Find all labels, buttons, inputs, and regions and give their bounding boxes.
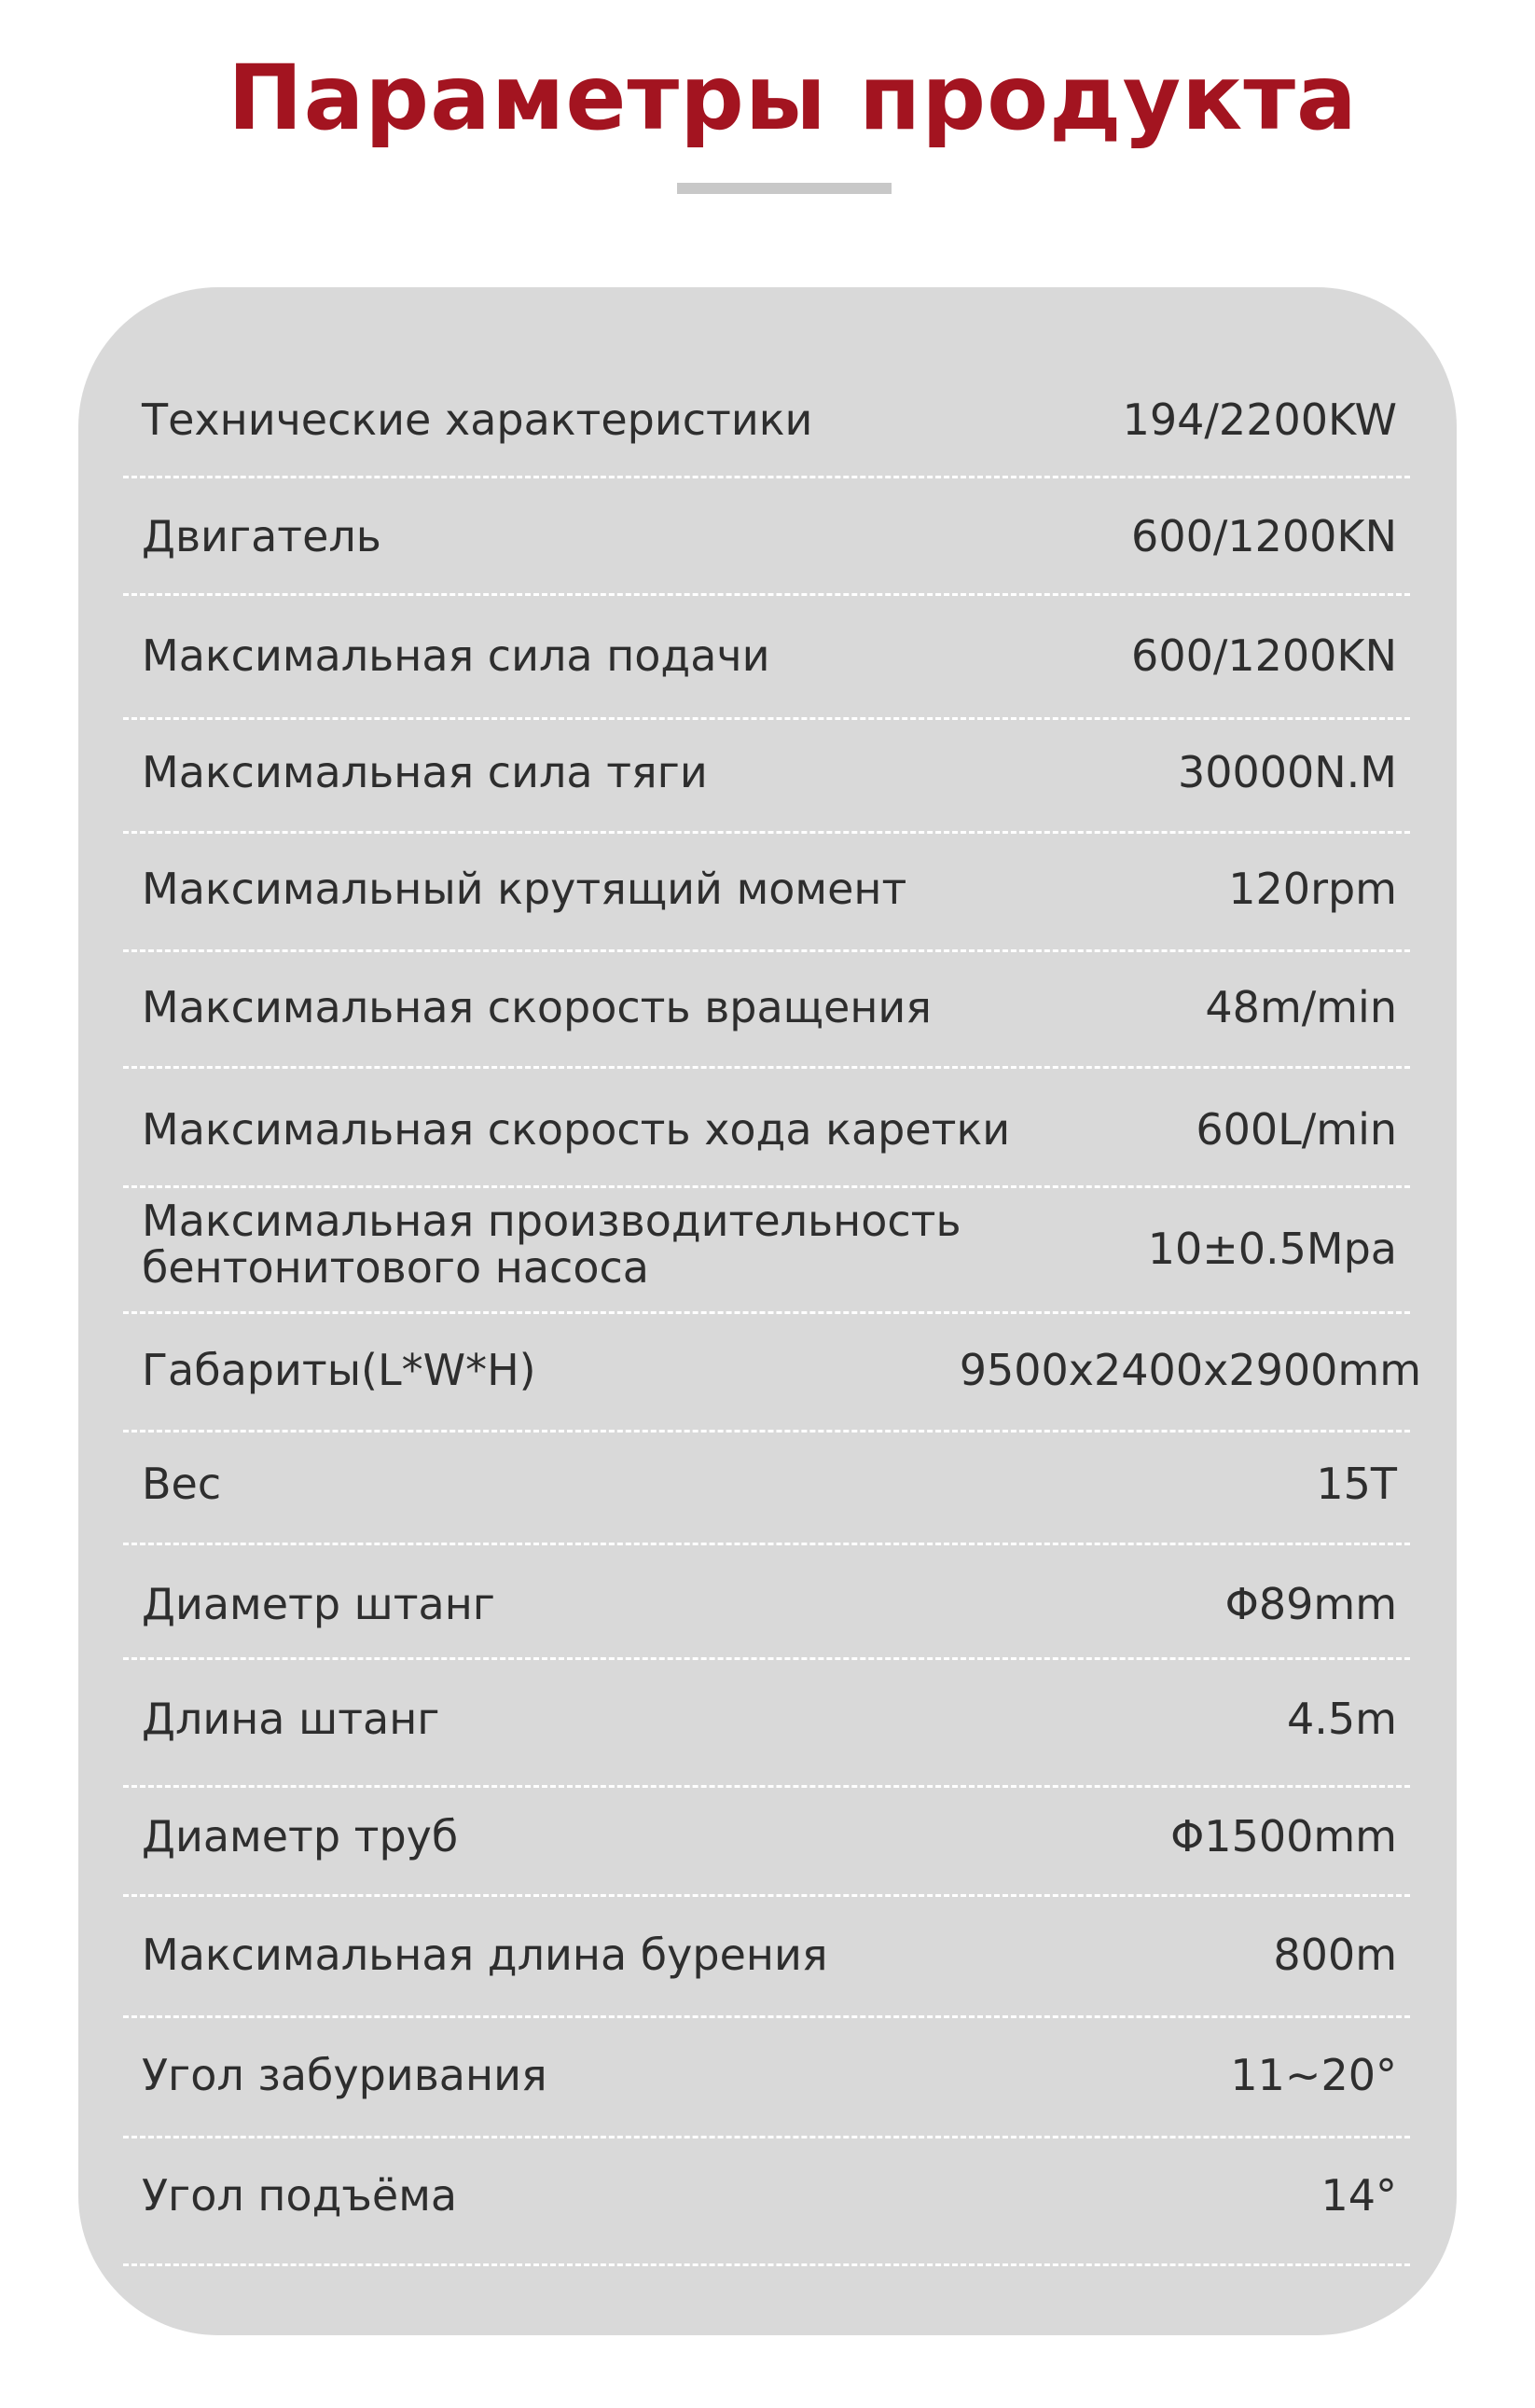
spec-label-tech-characteristics: Технические характеристики	[142, 394, 813, 445]
row-divider	[123, 717, 1410, 720]
spec-value-entry-angle: 11~20°	[1230, 2050, 1397, 2100]
spec-label-pump-capacity: Максимальная производительность бентонитового насоса	[142, 1196, 961, 1293]
spec-value-max-torque: 120rpm	[1228, 864, 1397, 914]
row-divider	[123, 1185, 1410, 1188]
spec-label-pull-force: Максимальная сила тяги	[142, 747, 708, 797]
row-divider	[123, 1543, 1410, 1545]
row-divider	[123, 1785, 1410, 1788]
spec-value-pipe-diameter: Φ1500mm	[1170, 1811, 1397, 1861]
spec-value-lift-angle: 14°	[1321, 2170, 1397, 2221]
spec-value-drilling-length: 800m	[1273, 1930, 1397, 1980]
spec-label-entry-angle: Угол забуривания	[142, 2050, 547, 2100]
row-divider	[123, 1430, 1410, 1432]
spec-label-dimensions: Габариты(L*W*H)	[142, 1345, 536, 1395]
spec-value-rod-length: 4.5m	[1287, 1694, 1397, 1744]
spec-card	[78, 287, 1457, 2335]
spec-label-lift-angle: Угол подъёма	[142, 2170, 458, 2221]
spec-label-feed-force: Максимальная сила подачи	[142, 630, 770, 681]
spec-label-weight: Вес	[142, 1459, 222, 1509]
spec-value-pump-capacity: 10±0.5Mpa	[1147, 1224, 1397, 1274]
spec-value-rod-diameter: Φ89mm	[1224, 1579, 1397, 1629]
row-divider	[123, 949, 1410, 952]
spec-label-carriage-speed: Максимальная скорость хода каретки	[142, 1104, 1011, 1155]
spec-value-carriage-speed: 600L/min	[1196, 1104, 1397, 1155]
spec-value-tech-characteristics: 194/2200KW	[1122, 394, 1397, 445]
spec-label-drilling-length: Максимальная длина бурения	[142, 1930, 828, 1980]
row-divider	[123, 1894, 1410, 1897]
row-divider	[123, 2263, 1410, 2266]
row-divider	[123, 2136, 1410, 2138]
row-divider	[123, 593, 1410, 596]
spec-value-rotation-speed: 48m/min	[1205, 982, 1397, 1032]
row-divider	[123, 476, 1410, 478]
row-divider	[123, 831, 1410, 834]
row-divider	[123, 2015, 1410, 2018]
spec-value-engine: 600/1200KN	[1131, 511, 1397, 561]
spec-value-dimensions: 9500x2400x2900mm	[959, 1345, 1421, 1395]
spec-value-feed-force: 600/1200KN	[1131, 630, 1397, 681]
spec-label-engine: Двигатель	[142, 511, 381, 561]
title-underline	[677, 183, 892, 194]
spec-value-weight: 15T	[1316, 1459, 1397, 1509]
spec-label-rod-length: Длина штанг	[142, 1694, 440, 1744]
spec-label-max-torque: Максимальный крутящий момент	[142, 864, 907, 914]
spec-label-rotation-speed: Максимальная скорость вращения	[142, 982, 932, 1032]
row-divider	[123, 1066, 1410, 1069]
spec-label-pipe-diameter: Диаметр труб	[142, 1811, 459, 1861]
spec-label-rod-diameter: Диаметр штанг	[142, 1579, 495, 1629]
row-divider	[123, 1657, 1410, 1660]
spec-value-pull-force: 30000N.M	[1177, 747, 1397, 797]
row-divider	[123, 1311, 1410, 1314]
page-title: Параметры продукта	[228, 46, 1358, 150]
